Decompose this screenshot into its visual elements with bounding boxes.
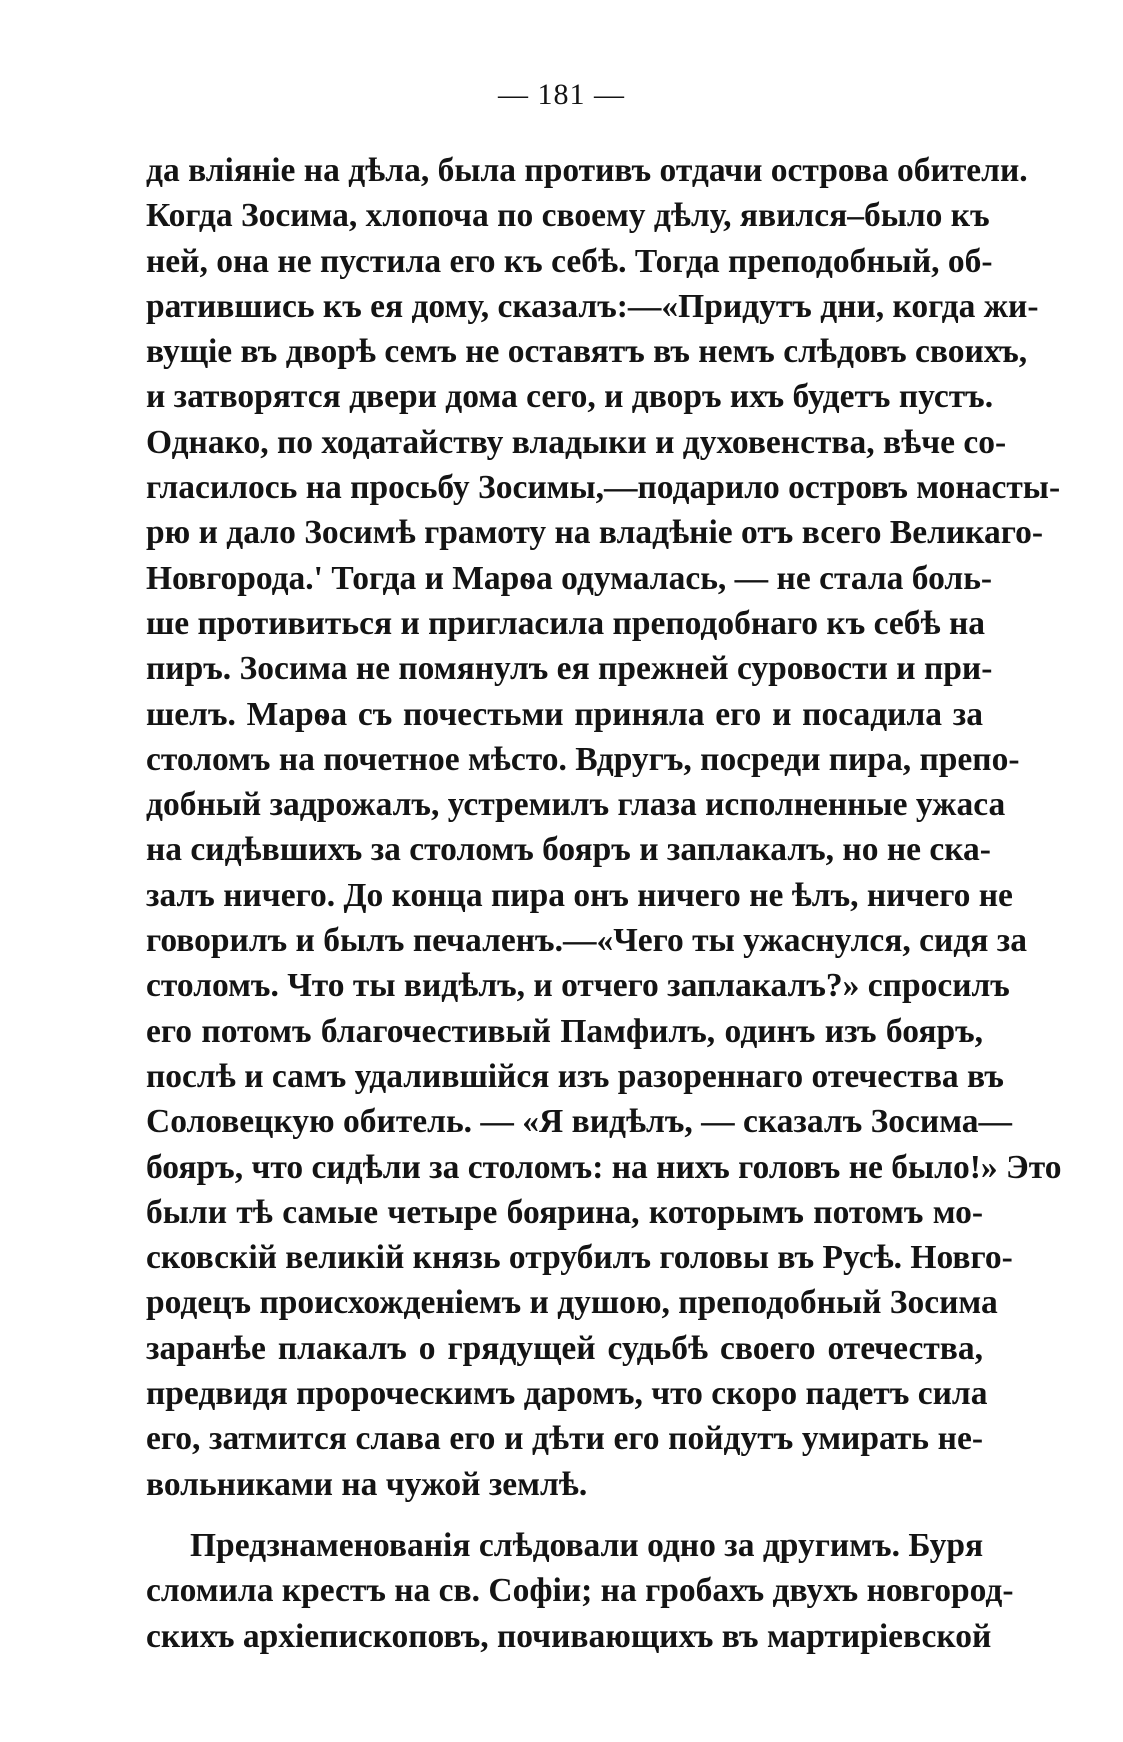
text-line: его, затмится слава его и дѣти его пойдутъ умирать не- — [146, 1420, 983, 1458]
paragraph-spacing — [146, 1507, 983, 1523]
text-line: ней, она не пустила его къ себѣ. Тогда преподобный, об- — [146, 242, 993, 280]
text-line: ше противиться и пригласила преподобнаго къ себѣ на — [146, 604, 986, 642]
text-line: залъ ничего. До конца пира онъ ничего не ѣлъ, ничего не — [146, 876, 1013, 914]
text-line: вущіе въ дворѣ семъ не оставятъ въ немъ слѣдовъ своихъ, — [146, 333, 1028, 371]
text-line: сломила крестъ на св. Софіи; на гробахъ двухъ новгород- — [146, 1572, 1014, 1610]
text-line: пиръ. Зосима не помянулъ ея прежней суровости и при- — [146, 650, 993, 688]
body-text — [146, 148, 1062, 1659]
text-line: Предзнаменованія слѣдовали одно за другимъ. Буря — [190, 1526, 984, 1564]
text-line: шелъ. Марѳа съ почестьми приняла его и посадила за — [146, 695, 983, 733]
text-line: послѣ и самъ удалившійся изъ разореннаго отечества въ — [146, 1057, 1004, 1095]
text-line: говорилъ и былъ печаленъ.—«Чего ты ужаснулся, сидя за — [146, 922, 1027, 960]
text-line: Соловецкую обитель. — «Я видѣлъ, — сказалъ Зосима— — [146, 1103, 1013, 1141]
text-line: столомъ. Что ты видѣлъ, и отчего заплакалъ?» спросилъ — [146, 967, 1010, 1005]
text-line: бояръ, что сидѣли за столомъ: на нихъ головъ не было!» Это — [146, 1148, 1062, 1186]
paragraph-1 — [146, 148, 1062, 1507]
page-number: — 181 — — [498, 78, 625, 111]
text-line: заранѣе плакалъ о грядущей судьбѣ своего отечества, — [146, 1329, 983, 1367]
text-line: рю и дало Зосимѣ грамоту на владѣніе отъ всего Великаго- — [146, 514, 1043, 552]
text-line: столомъ на почетное мѣсто. Вдругъ, посреди пира, препо- — [146, 740, 1020, 778]
text-line: его потомъ благочестивый Памфилъ, одинъ изъ бояръ, — [146, 1012, 983, 1050]
text-line: предвидя пророческимъ даромъ, что скоро падетъ сила — [146, 1375, 988, 1413]
text-line: и затворятся двери дома сего, и дворъ ихъ будетъ пустъ. — [146, 378, 994, 416]
text-line: были тѣ самые четыре боярина, которымъ потомъ мо- — [146, 1193, 983, 1231]
text-line: сковскій великій князь отрубилъ головы въ Русѣ. Новго- — [146, 1239, 1013, 1277]
text-line: Новгорода.' Тогда и Марѳа одумалась, — не стала боль- — [146, 559, 993, 597]
text-line: ратившись къ ея дому, сказалъ:—«Придутъ дни, когда жи- — [146, 287, 1039, 325]
text-line: Когда Зосима, хлопоча по своему дѣлу, явился–было къ — [146, 197, 990, 235]
text-line: добный задрожалъ, устремилъ глаза исполненные ужаса — [146, 786, 1006, 824]
text-line: вольниками на чужой землѣ. — [146, 1465, 588, 1503]
text-line: да вліяніе на дѣла, была противъ отдачи острова обители. — [146, 152, 1028, 189]
text-line: гласилось на просьбу Зосимы,—подарило островъ монасты- — [146, 469, 1061, 507]
text-line: скихъ архіепископовъ, почивающихъ въ мартиріевской — [146, 1617, 992, 1655]
text-line: Однако, по ходатайству владыки и духовенства, вѣче со- — [146, 423, 1007, 461]
paragraph-2 — [146, 1523, 1014, 1659]
text-line: родецъ происхожденіемъ и душою, преподобный Зосима — [146, 1284, 998, 1322]
text-line: на сидѣвшихъ за столомъ бояръ и заплакалъ, но не ска- — [146, 831, 991, 869]
